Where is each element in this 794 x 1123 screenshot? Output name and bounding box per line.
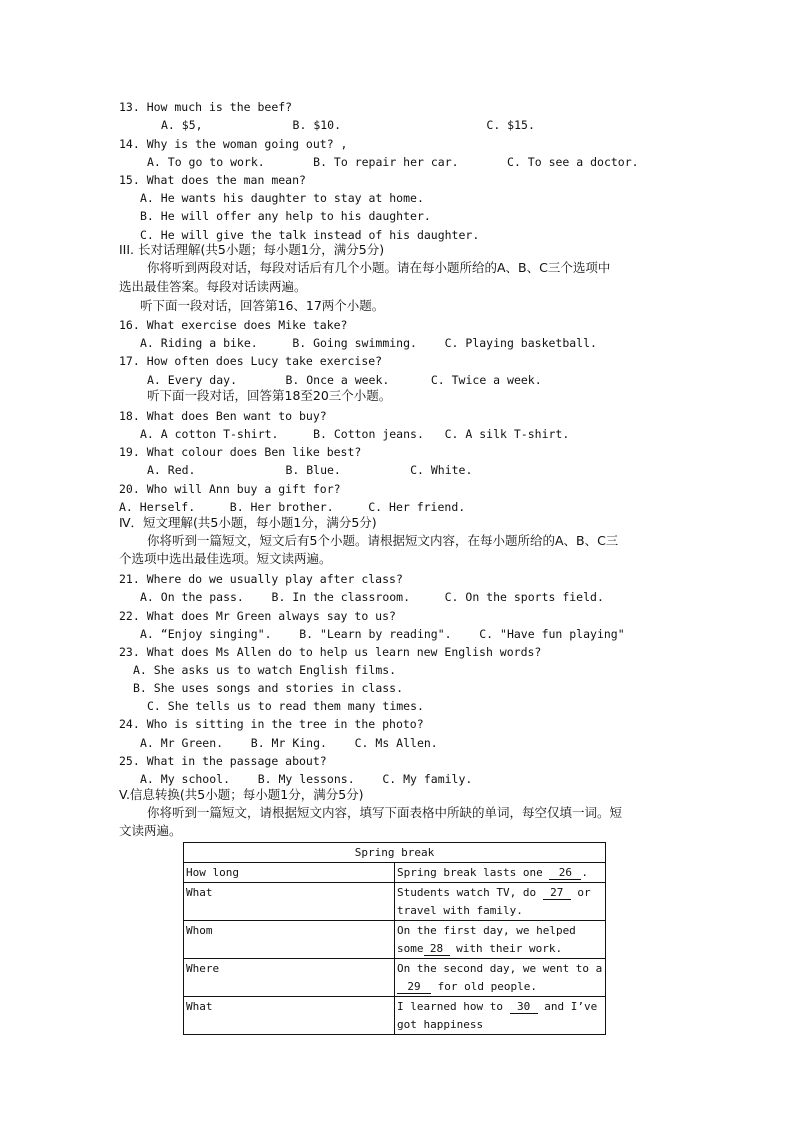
table-row: [184, 863, 606, 883]
question-14-options: A. To go to work. B. To repair her car. C. To see a doctor.: [147, 155, 639, 169]
row-label: What: [184, 997, 395, 1035]
section-4-instruction-1: 你将听到一篇短文，短文后有5个小题。请根据短文内容，在每小题所给的A、B、C三: [147, 533, 619, 548]
table-row: [184, 883, 606, 921]
row-text: Spring break lasts one: [397, 866, 550, 879]
table-title: Spring break: [184, 843, 606, 863]
answer-blank-28[interactable]: 28: [424, 942, 450, 956]
row-content: [395, 863, 606, 883]
answer-blank-29[interactable]: 29: [397, 980, 431, 994]
question-21-options: A. On the pass. B. In the classroom. C. On the sports field.: [140, 590, 604, 604]
question-20-options: A. Herself. B. Her brother. C. Her friend.: [119, 500, 466, 514]
question-19-options: A. Red. B. Blue. C. White.: [147, 463, 473, 477]
section-5-instruction-1: 你将听到一篇短文，请根据短文内容，填写下面表格中所缺的单词，每空仅填一词。短: [147, 805, 623, 820]
question-15: 15. What does the man mean?: [119, 173, 306, 187]
row-text: Students watch TV, do: [397, 886, 543, 899]
row-text: for old people.: [431, 980, 537, 993]
section-3-subheading-2: 听下面一段对话，回答第18至20三个小题。: [147, 388, 392, 403]
question-21: 21. Where do we usually play after class?: [119, 572, 403, 586]
table-title-row: [184, 843, 606, 863]
section-3-instruction-2: 选出最佳答案。每段对话读两遍。: [119, 279, 307, 294]
row-text: or travel with family.: [397, 886, 591, 917]
question-23-option-c: C. She tells us to read them many times.: [147, 699, 424, 713]
section-3-subheading-1: 听下面一段对话，回答第16、17两个小题。: [140, 298, 385, 313]
question-22-options: A. “Enjoy singing". B. "Learn by reading". C. "Have fun playing": [140, 627, 625, 641]
row-label: Whom: [184, 921, 395, 959]
row-text: with their work.: [449, 942, 563, 955]
question-14: 14. Why is the woman going out? ,: [119, 137, 348, 151]
question-23-option-b: B. She uses songs and stories in class.: [133, 681, 404, 695]
answer-blank-30[interactable]: 30: [510, 1000, 538, 1014]
question-15-option-b: B. He will offer any help to his daughter.: [140, 209, 431, 223]
answer-blank-26[interactable]: 26: [549, 866, 581, 880]
question-17-options: A. Every day. B. Once a week. C. Twice a week.: [147, 373, 542, 387]
question-15-option-a: A. He wants his daughter to stay at home.: [140, 191, 424, 205]
question-25-options: A. My school. B. My lessons. C. My family.: [140, 772, 473, 786]
row-label: What: [184, 883, 395, 921]
row-text: On the second day, we went to a: [397, 962, 603, 975]
table-row: [184, 997, 606, 1035]
row-label: Where: [184, 959, 395, 997]
question-16-options: A. Riding a bike. B. Going swimming. C. Playing basketball.: [140, 336, 597, 350]
question-19: 19. What colour does Ben like best?: [119, 445, 362, 459]
section-4-instruction-2: 个选项中选出最佳选项。短文读两遍。: [119, 551, 332, 566]
question-25: 25. What in the passage about?: [119, 754, 327, 768]
row-label: How long: [184, 863, 395, 883]
question-18: 18. What does Ben want to buy?: [119, 409, 327, 423]
question-13: 13. How much is the beef?: [119, 100, 293, 114]
spring-break-table: [183, 842, 606, 1035]
section-3-instruction-1: 你将听到两段对话，每段对话后有几个小题。请在每小题所给的A、B、C三个选项中: [147, 260, 611, 275]
question-23: 23. What does Ms Allen do to help us learn new English words?: [119, 645, 542, 659]
section-3-title: III. 长对话理解(共5小题；每小题1分，满分5分): [119, 242, 385, 257]
answer-blank-27[interactable]: 27: [543, 886, 571, 900]
row-text: .: [581, 866, 588, 879]
question-20: 20. Who will Ann buy a gift for?: [119, 482, 341, 496]
section-5-instruction-2: 文读两遍。: [119, 823, 182, 838]
question-13-options: A. $5, B. $10. C. $15.: [161, 118, 535, 132]
question-23-option-a: A. She asks us to watch English films.: [133, 663, 397, 677]
question-18-options: A. A cotton T-shirt. B. Cotton jeans. C. A silk T-shirt.: [140, 427, 570, 441]
row-content: [395, 921, 606, 959]
question-22: 22. What does Mr Green always say to us?: [119, 609, 396, 623]
table-row: [184, 959, 606, 997]
section-5-title: V.信息转换(共5小题；每小题1分，满分5分): [119, 787, 364, 802]
question-24-options: A. Mr Green. B. Mr King. C. Ms Allen.: [140, 736, 438, 750]
row-text: I learned how to: [397, 1000, 510, 1013]
question-16: 16. What exercise does Mike take?: [119, 318, 348, 332]
question-24: 24. Who is sitting in the tree in the photo?: [119, 717, 424, 731]
row-content: [395, 997, 606, 1035]
row-text: On the first day, we helped some: [397, 924, 576, 955]
question-17: 17. How often does Lucy take exercise?: [119, 354, 383, 368]
question-15-option-c: C. He will give the talk instead of his daughter.: [140, 228, 480, 242]
row-content: [395, 959, 606, 997]
row-content: [395, 883, 606, 921]
table-row: [184, 921, 606, 959]
section-4-title: Ⅳ．短文理解(共5小题，每小题1分，满分5分): [119, 515, 377, 530]
row-text: and I’ve got happiness: [397, 1000, 598, 1031]
